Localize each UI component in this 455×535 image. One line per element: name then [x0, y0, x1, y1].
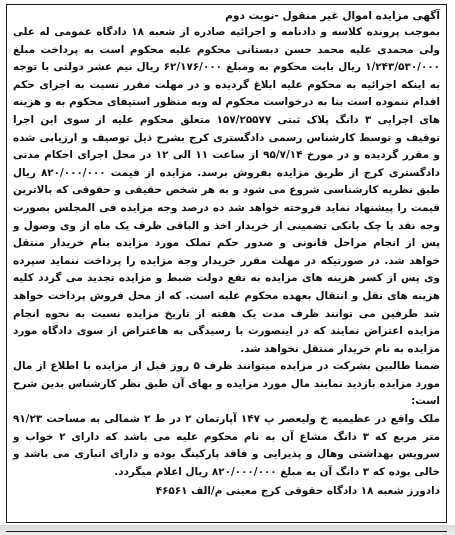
page-bottom-edge	[0, 525, 455, 535]
auction-notice	[6, 4, 447, 523]
next-notice-border	[6, 531, 447, 532]
notice-signature: دادورز شعبه ۱۸ دادگاه حقوقی کرج معینی م/الف ۴۶۵۶۱	[155, 485, 440, 498]
visit-paragraph: ضمنا طالبین بشرکت در مزایده میتوانند ظرف ۵ روز قبل از مزایده با اطلاع از مال مورد مزایده بازدید نمایند مال مورد مزایده و بهای آن طبق نظر کارشناس بدین شرح است:	[13, 360, 440, 408]
notice-body-paragraph: بموجب پرونده کلاسه و دادنامه و اجرائیه صادره از شعبه ۱۸ دادگاه عمومی له علی ولی محمدی علیه محمد حسن دبستانی محکوم علیه محکوم است به پرداخت مبلغ ۱/۲۴۳/۵۳۰/۰۰۰ ریال بابت محکوم به ومبلغ ۶۲/۱۷۶/۰۰۰ ریال نیم عشر دولتی با توجه به اینکه اجرائیه به محکوم علیه ابلاغ گردیده و در مهلت مقرر نسبت به اجرای حکم اقدام ننموده است بنا به درخواست محکوم له وبه منظور استیفای محکوم به و هزینه های اجرایی ۳ دانگ پلاک ثبتی ۱۵۷/۲۵۵۷۷ متعلق محکوم علیه از سوی این اجرا توقیف و توسط کارشناس رسمی دادگستری کرج بشرح ذیل توصیف و ارزیابی شده و مقرر گردیده و در مورخ ۹۵/۷/۱۴ از ساعت ۱۱ الی ۱۲ در محل اجرای احکام مدنی دادگستری کرج از طریق مزایده بفروش برسد. مزایده از قیمت ۸۲۰/۰۰۰/۰۰۰ ریال طبق نظریه کارشناسی شروع می شود و به هر شخص حقیقی و حقوقی که بالاترین قیمت را پیشنهاد نماید فروخته خواهد شد ده درصد وجه مزایده فی المجلس بصورت وجه نقد یا چک بانکی تضمینی از خریدار اخذ و الباقی ظرف یک ماه از وی وصول و پس از انجام مراحل قانونی و صدور حکم تملک مورد مزایده بنام خریدار منتقل خواهد شد. در صورتیکه در مهلت مقرر خریدار وجه مزایده را پرداخت ننماید سپرده وی پس از کسر هزینه های مزایده به نفع دولت ضبط و مزایده تجدید می گردد کلیه هزینه های نقل و انتقال بعهده محکوم علیه است. که از محل فروش پرداخت خواهد شد طرفین می توانند ظرف مدت یک هفته از تاریخ مزایده نسبت به نحوه انجام مزایده اعتراض نمایند که در اینصورت با رسیدگی به هاعتراض از سوی دادگاه مورد مزایده به نام خریدار منتقل نخواهد شد.	[13, 26, 441, 355]
property-description-paragraph: ملک واقع در عظیمیه خ ولیعصر پ ۱۴۷ آپارتمان ۲ در ط ۲ شمالی به مساحت ۹۱/۲۳ متر مربع که ۳ دانگ مشاع آن به نام محکوم علیه می باشد که دارای ۲ خواب و سرویس بهداشتی وهال و پذیرایی و فاقد پارکینگ بوده و دارای انباری می باشد و خالی بوده که ۳ دانگ آن به مبلغ ۸۲۰/۰۰۰/۰۰۰ ریال اعلام میگردد.	[13, 413, 441, 478]
notice-title: آگهی مزایده اموال غیر منقول -نوبت دوم	[225, 10, 440, 22]
